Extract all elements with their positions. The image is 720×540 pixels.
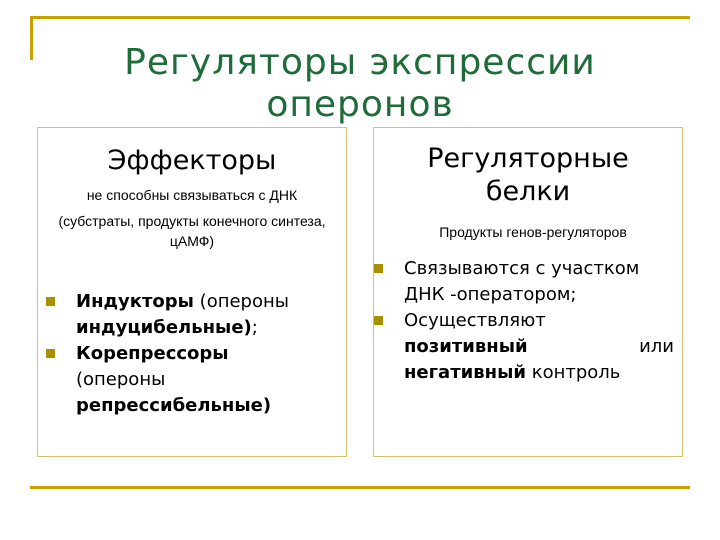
effectors-list xyxy=(38,289,346,419)
list-item xyxy=(374,256,674,308)
corepressors-text: (опероны xyxy=(76,369,166,390)
square-bullet-icon xyxy=(374,264,383,273)
inducible-label: индуцибельные) xyxy=(76,317,252,338)
effectors-heading: Эффекторы xyxy=(107,145,277,176)
perform-text: Осуществляют xyxy=(404,310,546,331)
binds-operator-text: Связываются с участком ДНК -оператором; xyxy=(404,258,640,305)
negative-label: негативный xyxy=(404,362,526,383)
square-bullet-icon xyxy=(46,349,55,358)
inducers-text: (опероны xyxy=(193,291,289,312)
regulatory-proteins-panel xyxy=(373,127,683,457)
or-text: или xyxy=(639,336,674,357)
inducers-end: ; xyxy=(251,317,258,338)
regulatory-proteins-note: Продукты генов-регуляторов xyxy=(439,224,627,240)
effectors-note-2: (субстраты, продукты конечного синтеза, цАМФ) xyxy=(58,213,326,249)
effectors-note-1: не способны связываться с ДНК xyxy=(86,187,298,203)
list-item xyxy=(46,289,334,341)
left-frame-line xyxy=(30,16,33,60)
top-frame-line xyxy=(30,16,690,19)
control-text: контроль xyxy=(525,362,621,383)
repressible-label: репрессибельные) xyxy=(76,395,272,416)
regulatory-proteins-list xyxy=(374,256,682,386)
square-bullet-icon xyxy=(46,297,55,306)
list-item xyxy=(374,308,674,386)
slide-title: Регуляторы экспрессии оперонов xyxy=(124,42,596,125)
corepressors-label: Корепрессоры xyxy=(76,343,229,364)
bottom-frame-line xyxy=(30,486,690,489)
effectors-panel xyxy=(37,127,347,457)
square-bullet-icon xyxy=(374,316,383,325)
positive-or-row xyxy=(404,334,674,360)
positive-label: позитивный xyxy=(404,336,528,357)
regulatory-proteins-heading: Регуляторные белки xyxy=(427,143,629,207)
list-item xyxy=(46,341,334,419)
inducers-label: Индукторы xyxy=(76,291,194,312)
